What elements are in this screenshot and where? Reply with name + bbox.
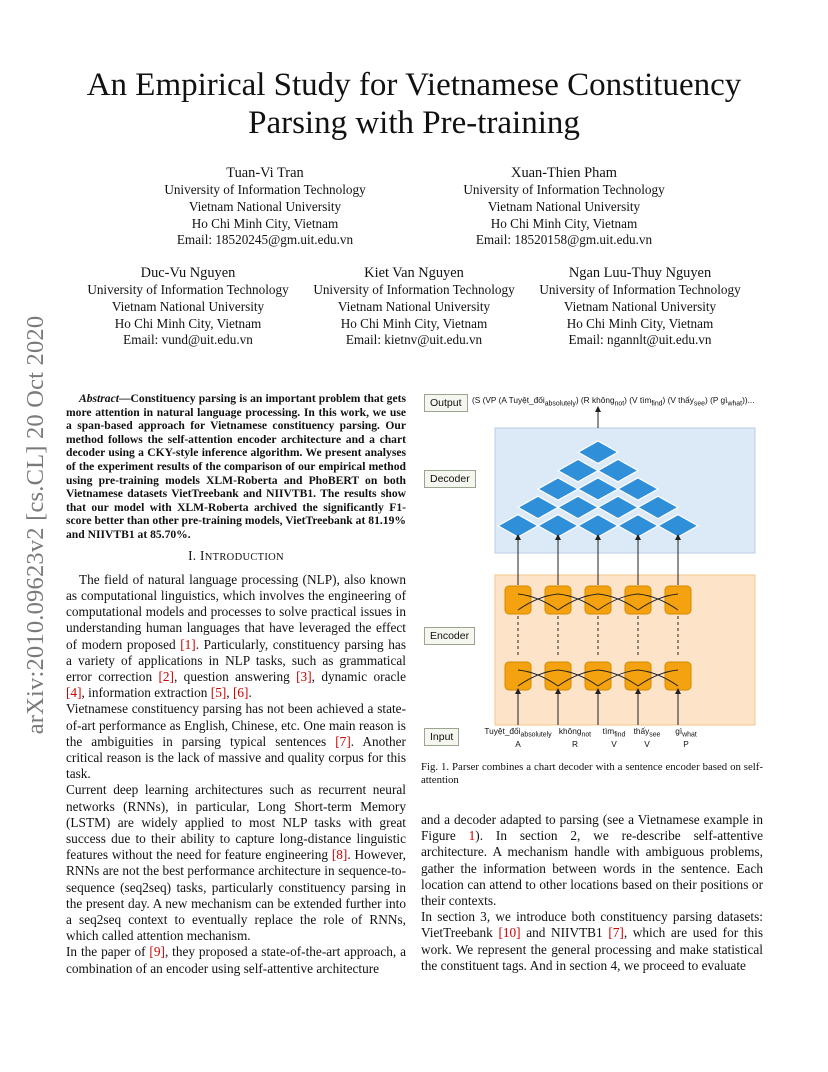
author-block [304,264,524,349]
abstract-text: —Constituency parsing is an important problem that gets more attention in natural language processing. In this work, we use a span-based approach for Vietnamese constituency parsing. Our method follows the self-attention encoder architecture and a chart decoder using a CKY-style inference algorithm. We present analyses of the experiment results of the comparison of our empirical method using pre-training models XLM-Roberta and PhoBERT on both Vietnamese datasets VietTreebank and NIIVTB1. The results show that our model with XLM-Roberta archived the significantly F1-score better than other pre-training models, VietTreebank at 81.19% and NIIVTB1 at 85.70%. [66,392,406,541]
paper-title [60,66,768,142]
figure-link[interactable]: 1 [468,828,476,844]
abstract-lead: Abstract [79,392,119,405]
author-name: Duc-Vu Nguyen [140,265,236,281]
paragraph: Current deep learning architectures such as recurrent neural networks (RNNs), in particular, Long Short-term Memory (LSTM) are widely applied to most NLP tasks with great success due to their ability to capture long-distance linguistic features without the need for feature engineering [8]. However, RNNs are not the best performance architecture in sequence-to-sequence (seq2seq) tasks, particularly constituency parsing in the present day. A new mechanism can be extended further into a seq2seq context to eventually replace the role of RNNs, which called attention mechanism. [66,782,406,944]
token: $gì_{what}$ P [675,726,697,749]
citation-link[interactable]: [7] [608,925,624,941]
citation-link[interactable]: [2] [158,668,174,684]
citation-link[interactable]: [4] [66,685,82,701]
arxiv-sidebar [21,290,51,760]
author-block [130,164,400,249]
author-city: Ho Chi Minh City, Vietnam [114,315,262,331]
citation-link[interactable]: [8] [331,847,348,863]
author-city: Ho Chi Minh City, Vietnam [490,215,638,231]
abstract [66,392,406,542]
arxiv-id: arXiv:2010.09623v2 [cs.CL] 20 Oct 2020 [22,315,49,735]
output-label: Output [424,394,468,412]
citation-link[interactable]: [7] [335,733,351,749]
right-column [421,812,763,974]
citation-link[interactable]: [9] [149,944,165,960]
input-tokens [484,726,764,756]
author-name: Xuan-Thien Pham [511,165,617,181]
author-block [530,264,750,349]
author-affiliation: University of Information Technology [313,282,515,297]
citation-link[interactable]: [3] [296,668,312,684]
author-affiliation: University of Information Technology [87,282,289,297]
paragraph: In section 3, we introduce both constituency parsing datasets: VietTreebank [10] and NIIVTB1 [7], which are used for this work. We represent the general processing and make statistical the constituent tags. And in section 4, we proceed to evaluate [421,909,763,973]
paragraph: In the paper of [9], they proposed a state-of-the-art approach, a combination of an encoder using self-attentive architecture [66,944,406,976]
author-block [78,264,298,349]
encoder-label: Encoder [424,627,475,645]
author-affiliation: Vietnam National University [111,298,265,314]
paragraph: Vietnamese constituency parsing has not been achieved a state-of-art performance as English, Chinese, etc. One main reason is the ambiguities in parsing typical sentences [7]. Another critical reason is the lack of massive and quality corpus for this task. [66,701,406,782]
author-affiliation: University of Information Technology [164,182,366,197]
decoder-label: Decoder [424,470,476,488]
token: tìm$_{find}$ V [602,726,626,749]
author-email: Email: 18520158@gm.uit.edu.vn [475,232,653,248]
figure-caption: Fig. 1. Parser combines a chart decoder with a sentence encoder based on self-attention [421,761,763,786]
author-affiliation: Vietnam National University [563,298,717,314]
author-affiliation: Vietnam National University [337,298,491,314]
token: không$_{not}$ R [558,726,592,749]
left-column [66,392,406,977]
figure-1 [420,388,765,758]
figure-diagram [420,388,765,758]
input-label: Input [424,728,459,746]
author-affiliation: University of Information Technology [539,282,741,297]
citation-link[interactable]: [6] [232,685,249,701]
citation-link[interactable]: [1] [180,636,196,652]
author-city: Ho Chi Minh City, Vietnam [191,215,339,231]
author-email: Email: ngannlt@uit.edu.vn [568,332,712,348]
citation-link[interactable]: [10] [498,925,521,941]
author-name: Tuan-Vi Tran [226,165,304,181]
token: thấy$_{see}$ V [633,726,661,749]
section-heading: I. INTRODUCTION [188,547,284,563]
citation-link[interactable]: [5] [210,685,227,701]
token: Tuyệt_đối$_{absolutely}$ A [484,726,552,749]
paragraph: The field of natural language processing (NLP), also known as computational linguistics, which involves the engineering of computational models and processes to solve practical issues in understanding human languages that have leveraged the effect of modern proposed [1]. Particularly, constituency parsing has a variety of applications in NLP tasks, such as grammatical error correction [2], question answering [3], dynamic oracle [4], information extraction [5], [6]. [66,571,406,701]
author-city: Ho Chi Minh City, Vietnam [340,315,488,331]
author-email: Email: kietnv@uit.edu.vn [345,332,483,348]
title-line-2: Parsing with Pre-training [248,105,580,141]
author-name: Kiet Van Nguyen [364,265,464,281]
author-email: Email: vund@uit.edu.vn [123,332,253,348]
author-name: Ngan Luu-Thuy Nguyen [568,265,712,281]
author-city: Ho Chi Minh City, Vietnam [566,315,714,331]
paragraph: and a decoder adapted to parsing (see a Vietnamese example in Figure 1). In section 2, we re-describe self-attentive architecture. A mechanism handle with ambiguous problems, gather the information between words in the sentence. Each location can attend to other locations based on their positions or their contexts. [421,812,763,909]
author-block [428,164,700,249]
title-line-1: An Empirical Study for Vietnamese Constituency [86,67,742,103]
author-affiliation: Vietnam National University [487,198,641,214]
output-tree: (S (VP (A Tuyệt_đối$_{absolutely}$) (R không$_{not}$) (V tìm$_{find}$) (V thấy$_{see}$) (P $gì_{what}$))... [472,395,755,408]
author-affiliation: University of Information Technology [463,182,665,197]
author-affiliation: Vietnam National University [188,198,342,214]
author-email: Email: 18520245@gm.uit.edu.vn [176,232,354,248]
